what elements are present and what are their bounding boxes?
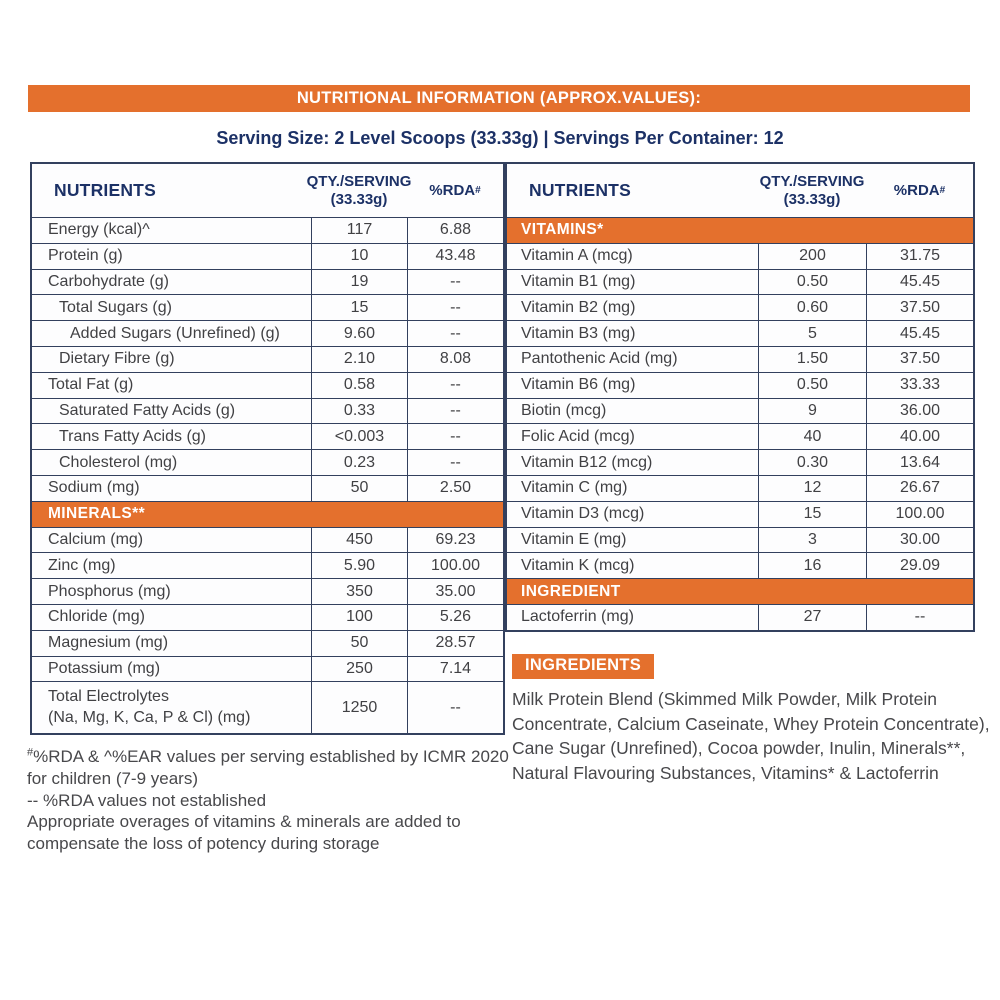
nutrient-name: Zinc (mg) bbox=[48, 556, 116, 574]
section-header-row bbox=[507, 578, 973, 604]
table-header-right bbox=[507, 164, 973, 217]
qty-per-serving-value: 50 bbox=[311, 631, 407, 656]
table-row bbox=[507, 423, 973, 449]
table-row bbox=[32, 346, 503, 372]
rda-percent-value: 29.09 bbox=[866, 553, 973, 578]
qty-per-serving-value: 27 bbox=[758, 605, 866, 630]
qty-per-serving-value: 40 bbox=[758, 424, 866, 449]
rda-percent-value: 35.00 bbox=[407, 579, 503, 604]
rda-percent-value: -- bbox=[407, 424, 503, 449]
table-row bbox=[32, 243, 503, 269]
qty-per-serving-value: 0.58 bbox=[311, 373, 407, 398]
qty-per-serving-value: 50 bbox=[311, 476, 407, 501]
table-row bbox=[507, 269, 973, 295]
table-row bbox=[32, 294, 503, 320]
rda-percent-value: 28.57 bbox=[407, 631, 503, 656]
serving-size-line: Serving Size: 2 Level Scoops (33.33g) | Servings Per Container: 12 bbox=[216, 128, 784, 148]
rda-percent-value: 33.33 bbox=[866, 373, 973, 398]
footnote-overages: Appropriate overages of vitamins & minerals are added to compensate the loss of potency during storage bbox=[27, 812, 461, 854]
nutrient-name: Total Sugars (g) bbox=[59, 298, 172, 316]
rda-percent-value: 2.50 bbox=[407, 476, 503, 501]
rda-percent-value: 13.64 bbox=[866, 450, 973, 475]
footnotes bbox=[27, 746, 519, 855]
qty-per-serving-value: 0.50 bbox=[758, 373, 866, 398]
column-header-nutrients: NUTRIENTS bbox=[54, 180, 156, 200]
column-header-rda: %RDA # bbox=[429, 182, 481, 199]
table-row bbox=[32, 320, 503, 346]
section-header-label: INGREDIENT bbox=[521, 582, 621, 600]
section-header-row bbox=[507, 217, 973, 243]
qty-per-serving-value: 200 bbox=[758, 244, 866, 269]
qty-per-serving-value: 450 bbox=[311, 528, 407, 553]
rda-percent-value: 37.50 bbox=[866, 295, 973, 320]
ingredients-text: Milk Protein Blend (Skimmed Milk Powder, Milk Protein Concentrate, Calcium Caseinate, Whey Protein Concentrate), Cane Sugar (Unrefined), Cocoa powder, Inulin, Minerals**, Natural Flavouring Substances, Vitamins* & Lactoferrin bbox=[512, 689, 990, 783]
banner-title: NUTRITIONAL INFORMATION (APPROX.VALUES): bbox=[28, 85, 970, 112]
nutrient-name: Vitamin D3 (mcg) bbox=[521, 505, 645, 523]
table-row bbox=[507, 475, 973, 501]
column-header-nutrients: NUTRIENTS bbox=[529, 180, 631, 200]
nutrient-name: Added Sugars (Unrefined) (g) bbox=[70, 324, 280, 342]
table-row bbox=[507, 294, 973, 320]
qty-per-serving-value: 15 bbox=[758, 502, 866, 527]
qty-per-serving-value: 117 bbox=[311, 218, 407, 243]
nutrient-name: Lactoferrin (mg) bbox=[521, 608, 634, 626]
qty-per-serving-value: 2.10 bbox=[311, 347, 407, 372]
rda-percent-value: 45.45 bbox=[866, 321, 973, 346]
rda-percent-value: 30.00 bbox=[866, 528, 973, 553]
qty-per-serving-value: 0.23 bbox=[311, 450, 407, 475]
rda-percent-value: 7.14 bbox=[407, 657, 503, 682]
table-row bbox=[32, 604, 503, 630]
column-header-rda: %RDA # bbox=[893, 182, 946, 199]
qty-per-serving-value: 0.50 bbox=[758, 270, 866, 295]
nutrient-name: Biotin (mcg) bbox=[521, 401, 607, 419]
nutrient-name: Vitamin C (mg) bbox=[521, 479, 628, 497]
table-row bbox=[32, 423, 503, 449]
rda-percent-value: 5.26 bbox=[407, 605, 503, 630]
rda-percent-value: 100.00 bbox=[866, 502, 973, 527]
table-row bbox=[507, 449, 973, 475]
rda-percent-value: 6.88 bbox=[407, 218, 503, 243]
ingredients-section bbox=[512, 654, 992, 785]
section-header-label: MINERALS** bbox=[48, 505, 146, 523]
nutrient-name: Potassium (mg) bbox=[48, 659, 161, 677]
nutrient-name: Calcium (mg) bbox=[48, 530, 144, 548]
qty-per-serving-value: 350 bbox=[311, 579, 407, 604]
qty-per-serving-value: 0.33 bbox=[311, 399, 407, 424]
table-row bbox=[32, 217, 503, 243]
table-row bbox=[507, 320, 973, 346]
qty-per-serving-value: 10 bbox=[311, 244, 407, 269]
nutrients-table-right bbox=[505, 162, 975, 632]
qty-per-serving-value: 19 bbox=[311, 270, 407, 295]
table-row bbox=[507, 501, 973, 527]
nutrient-name: Vitamin B3 (mg) bbox=[521, 324, 636, 342]
table-row bbox=[32, 578, 503, 604]
nutrient-name: Vitamin E (mg) bbox=[521, 530, 627, 548]
rda-percent-value: 8.08 bbox=[407, 347, 503, 372]
rda-percent-value: -- bbox=[407, 682, 503, 733]
footnote-rda-not-established: -- %RDA values not established bbox=[27, 790, 267, 810]
table-row bbox=[32, 372, 503, 398]
nutrient-name: Cholesterol (mg) bbox=[59, 453, 178, 471]
nutrient-name: Protein (g) bbox=[48, 247, 123, 265]
rda-percent-value: 36.00 bbox=[866, 399, 973, 424]
section-header-row bbox=[32, 501, 503, 527]
table-row bbox=[507, 552, 973, 578]
nutrient-name: Vitamin B6 (mg) bbox=[521, 376, 636, 394]
rda-percent-value: -- bbox=[407, 373, 503, 398]
qty-per-serving-value: 16 bbox=[758, 553, 866, 578]
qty-per-serving-value: 12 bbox=[758, 476, 866, 501]
qty-per-serving-value: 100 bbox=[311, 605, 407, 630]
nutrient-name: Vitamin K (mcg) bbox=[521, 556, 635, 574]
table-row bbox=[32, 681, 503, 733]
table-body-right bbox=[507, 217, 973, 630]
rda-percent-value: 100.00 bbox=[407, 553, 503, 578]
qty-per-serving-value: 9 bbox=[758, 399, 866, 424]
nutrient-name: Vitamin B2 (mg) bbox=[521, 298, 636, 316]
rda-percent-value: 45.45 bbox=[866, 270, 973, 295]
table-row bbox=[507, 372, 973, 398]
nutrient-name: Trans Fatty Acids (g) bbox=[59, 427, 206, 445]
rda-percent-value: -- bbox=[407, 399, 503, 424]
rda-percent-value: 43.48 bbox=[407, 244, 503, 269]
rda-percent-value: -- bbox=[407, 270, 503, 295]
qty-per-serving-value: 250 bbox=[311, 657, 407, 682]
table-row bbox=[32, 475, 503, 501]
table-row bbox=[32, 656, 503, 682]
footnote-rda-ear: #%RDA & ^%EAR values per serving established by ICMR 2020 for children (7-9 years) bbox=[27, 746, 509, 788]
table-row bbox=[507, 604, 973, 630]
rda-percent-value: 37.50 bbox=[866, 347, 973, 372]
nutrient-name: Vitamin B12 (mcg) bbox=[521, 453, 653, 471]
nutrient-name: Energy (kcal)^ bbox=[48, 221, 150, 239]
qty-per-serving-value: 1250 bbox=[311, 682, 407, 733]
table-header-left bbox=[32, 164, 503, 217]
table-row bbox=[507, 243, 973, 269]
nutrient-name: Folic Acid (mcg) bbox=[521, 427, 635, 445]
nutrient-name: Total Fat (g) bbox=[48, 376, 134, 394]
qty-per-serving-value: 0.30 bbox=[758, 450, 866, 475]
ingredients-badge: INGREDIENTS bbox=[512, 654, 654, 679]
column-header-qty-serving: QTY./SERVING (33.33g) bbox=[306, 172, 412, 208]
rda-percent-value: 31.75 bbox=[866, 244, 973, 269]
rda-percent-value: 40.00 bbox=[866, 424, 973, 449]
table-row bbox=[32, 552, 503, 578]
nutrient-name: Sodium (mg) bbox=[48, 479, 140, 497]
table-row bbox=[507, 527, 973, 553]
table-body-left bbox=[32, 217, 503, 733]
table-row bbox=[507, 346, 973, 372]
table-row bbox=[32, 398, 503, 424]
nutrients-table-left bbox=[30, 162, 505, 735]
table-row bbox=[507, 398, 973, 424]
nutrient-name: Carbohydrate (g) bbox=[48, 272, 169, 290]
nutrient-name: Pantothenic Acid (mg) bbox=[521, 350, 678, 368]
nutrient-name: Total Electrolytes (Na, Mg, K, Ca, P & Cl) (mg) bbox=[48, 687, 251, 726]
table-row bbox=[32, 449, 503, 475]
table-row bbox=[32, 269, 503, 295]
rda-percent-value: -- bbox=[407, 321, 503, 346]
rda-percent-value: 69.23 bbox=[407, 528, 503, 553]
qty-per-serving-value: 5.90 bbox=[311, 553, 407, 578]
qty-per-serving-value: 3 bbox=[758, 528, 866, 553]
qty-per-serving-value: 0.60 bbox=[758, 295, 866, 320]
rda-percent-value: -- bbox=[407, 450, 503, 475]
qty-per-serving-value: 1.50 bbox=[758, 347, 866, 372]
nutrient-name: Vitamin B1 (mg) bbox=[521, 272, 636, 290]
nutrient-name: Dietary Fibre (g) bbox=[59, 350, 175, 368]
nutrient-name: Chloride (mg) bbox=[48, 608, 145, 626]
column-header-qty-serving: QTY./SERVING (33.33g) bbox=[759, 172, 865, 208]
nutrient-name: Saturated Fatty Acids (g) bbox=[59, 401, 236, 419]
nutrient-name: Phosphorus (mg) bbox=[48, 582, 171, 600]
nutrient-name: Vitamin A (mcg) bbox=[521, 247, 633, 265]
rda-percent-value: -- bbox=[407, 295, 503, 320]
rda-percent-value: -- bbox=[866, 605, 973, 630]
qty-per-serving-value: 15 bbox=[311, 295, 407, 320]
table-row bbox=[32, 630, 503, 656]
qty-per-serving-value: 9.60 bbox=[311, 321, 407, 346]
nutrient-name: Magnesium (mg) bbox=[48, 634, 169, 652]
rda-percent-value: 26.67 bbox=[866, 476, 973, 501]
qty-per-serving-value: <0.003 bbox=[311, 424, 407, 449]
section-header-label: VITAMINS* bbox=[521, 221, 604, 239]
table-row bbox=[32, 527, 503, 553]
qty-per-serving-value: 5 bbox=[758, 321, 866, 346]
